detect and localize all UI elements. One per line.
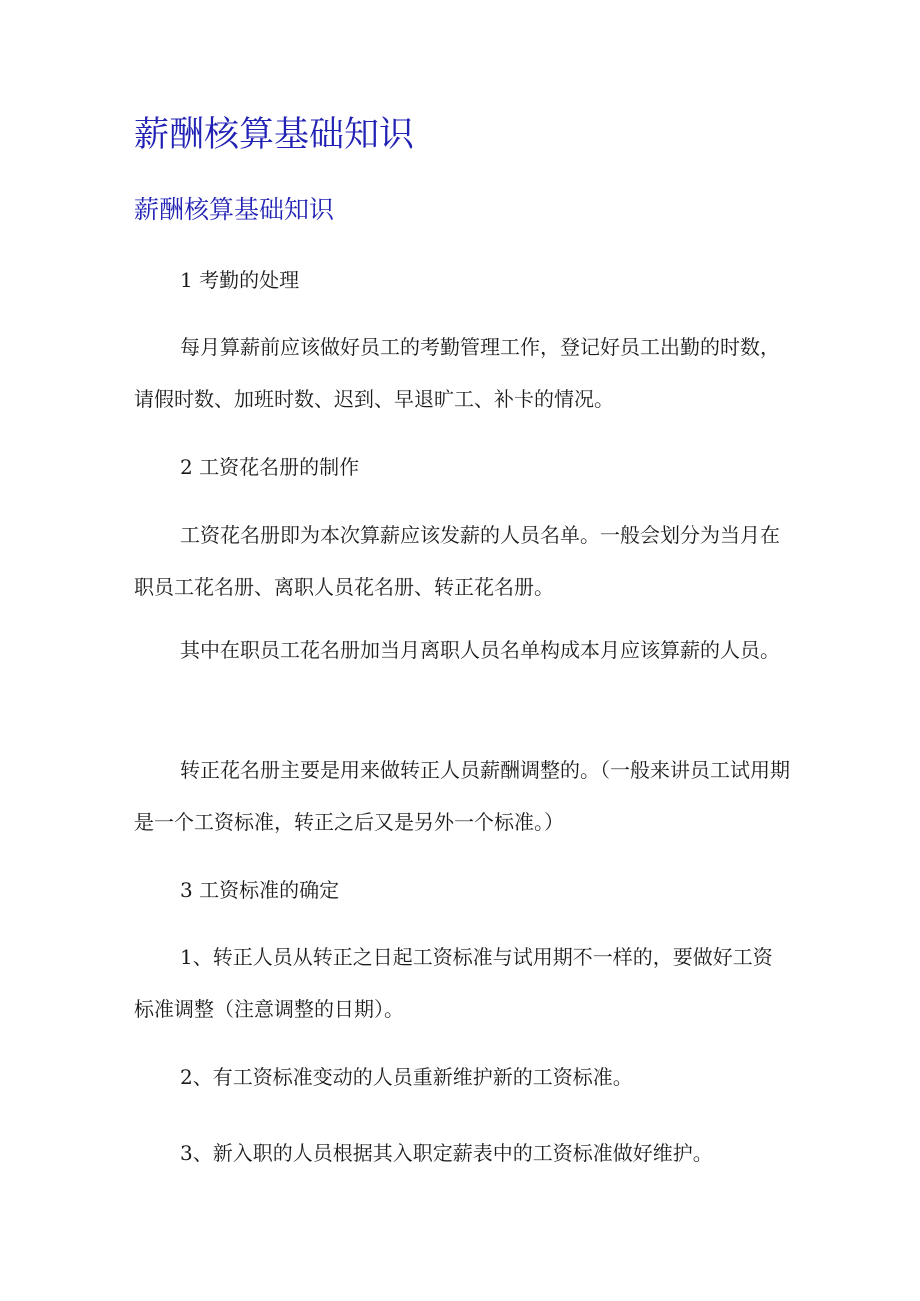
paragraph-attendance: 每月算薪前应该做好员工的考勤管理工作，登记好员工出勤的时数，请假时数、加班时数、迟到、早退旷工、补卡的情况。 [134, 335, 780, 411]
section-heading-roster: 2 工资花名册的制作 [180, 455, 360, 479]
section-heading-wage-standard: 3 工资标准的确定 [180, 878, 340, 902]
list-item-wage-standard-2: 2、有工资标准变动的人员重新维护新的工资标准。 [180, 1065, 633, 1089]
list-item-wage-standard-1: 1、转正人员从转正之日起工资标准与试用期不一样的，要做好工资标准调整（注意调整的日期）。 [134, 945, 773, 1021]
paragraph-roster-composition: 其中在职员工花名册加当月离职人员名单构成本月应该算薪的人员。 [180, 638, 780, 662]
paragraph-roster-definition: 工资花名册即为本次算薪应该发薪的人员名单。一般会划分为当月在职员工花名册、离职人员花名册、转正花名册。 [134, 523, 780, 599]
document-subtitle: 薪酬核算基础知识 [134, 195, 335, 224]
section-heading-attendance: 1 考勤的处理 [180, 268, 300, 292]
list-item-wage-standard-3: 3、新入职的人员根据其入职定薪表中的工资标准做好维护。 [180, 1141, 713, 1165]
paragraph-roster-regularization: 转正花名册主要是用来做转正人员薪酬调整的。（一般来讲员工试用期是一个工资标准，转正之后又是另外一个标准。） [134, 758, 790, 834]
document-title: 薪酬核算基础知识 [134, 115, 415, 155]
